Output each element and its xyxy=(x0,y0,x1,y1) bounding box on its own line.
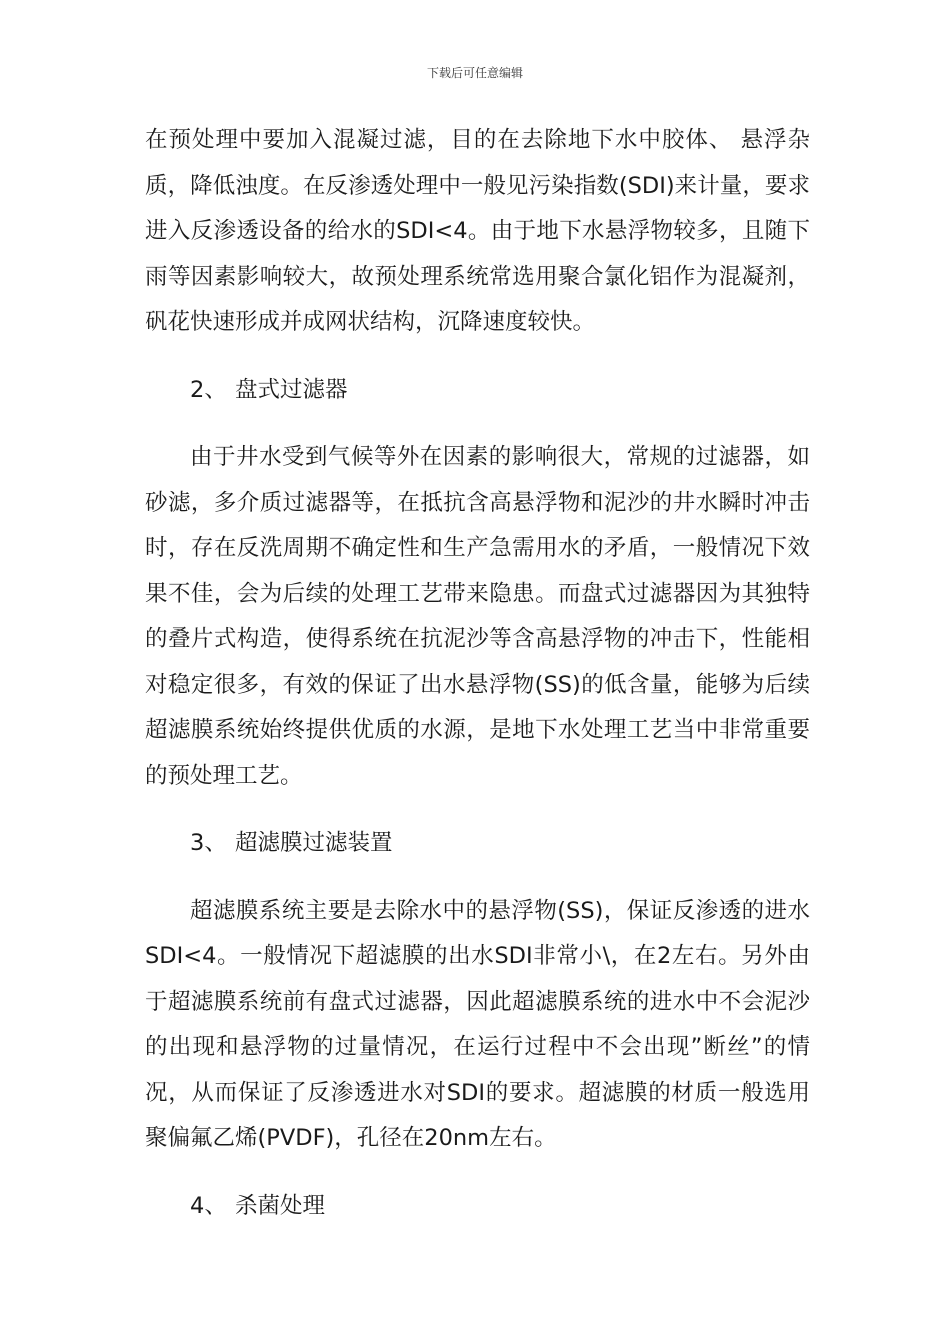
section-number: 2、 xyxy=(190,376,227,403)
section-heading-2 xyxy=(145,368,810,414)
section-number: 4、 xyxy=(190,1192,227,1219)
section-number: 3、 xyxy=(190,830,227,856)
page-header: 下载后可任意编辑 xyxy=(426,66,523,80)
section-title: 超滤膜过滤装置 xyxy=(235,830,393,856)
document-body xyxy=(145,118,810,1251)
paragraph-disc-filter: 由于井水受到气候等外在因素的影响很大，常规的过滤器，如砂滤，多介质过滤器等，在抵抗含高悬浮物和泥沙的井水瞬时冲击时，存在反洗周期不确定性和生产急需用水的矛盾，一般情况下效果不佳，会为后续的处理工艺带来隐患。而盘式过滤器因为其独特的叠片式构造，使得系统在抗泥沙等含高悬浮物的冲击下，性能相对稳定很多，有效的保证了出水悬浮物(SS)的低含量，能够为后续超滤膜系统始终提供优质的水源，是地下水处理工艺当中非常重要的预处理工艺。 xyxy=(145,444,810,789)
section-heading-3 xyxy=(145,821,810,867)
paragraph-pretreatment: 在预处理中要加入混凝过滤，目的在去除地下水中胶体、 悬浮杂质，降低浊度。在反渗透处理中一般见污染指数(SDI)来计量，要求进入反渗透设备的给水的SDI<4。由于地下水悬浮物较多，且随下雨等因素影响较大，故预处理系统常选用聚合氯化铝作为混凝剂，矾花快速形成并成网状结构，沉降速度较快。 xyxy=(145,127,810,335)
section-heading-4 xyxy=(145,1184,810,1230)
section-title: 杀菌处理 xyxy=(235,1192,326,1219)
paragraph-ultrafiltration: 超滤膜系统主要是去除水中的悬浮物(SS)，保证反渗透的进水SDI<4。一般情况下超滤膜的出水SDI非常小\，在2左右。另外由于超滤膜系统前有盘式过滤器，因此超滤膜系统的进水中不会泥沙的出现和悬浮物的过量情况，在运行过程中不会出现”断丝”的情况，从而保证了反渗透进水对SDI的要求。超滤膜的材质一般选用聚偏氟乙烯(PVDF)，孔径在20nm左右。 xyxy=(145,897,810,1151)
section-title: 盘式过滤器 xyxy=(235,376,348,403)
